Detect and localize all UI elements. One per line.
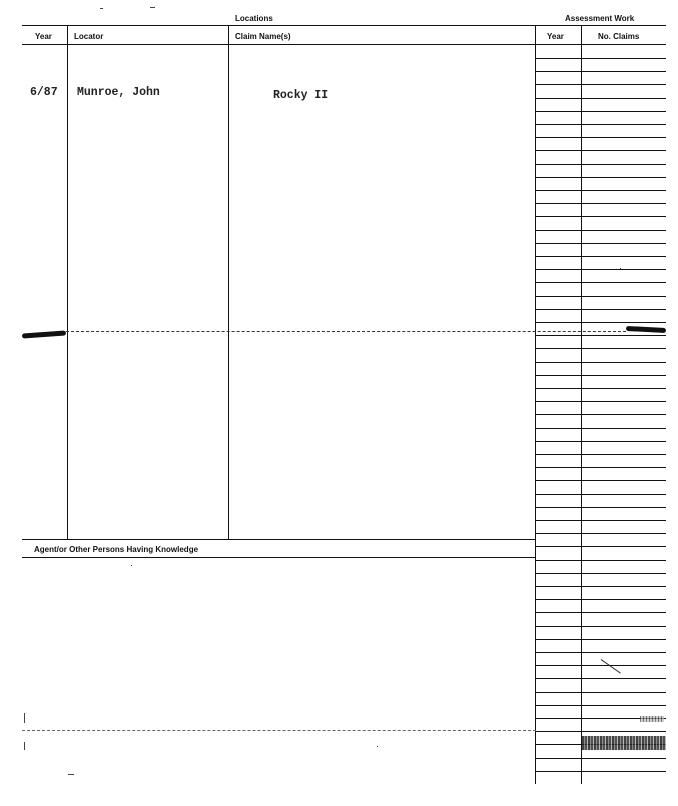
section-assessment-label: Assessment Work <box>565 14 635 23</box>
speck <box>100 8 103 9</box>
assessment-row-line <box>535 771 666 772</box>
assessment-row-line <box>535 758 666 759</box>
assessment-row-line <box>535 507 666 508</box>
assessment-row-line <box>535 282 666 283</box>
assessment-row-line <box>535 150 666 151</box>
assessment-row-line <box>535 243 666 244</box>
scan-smudge <box>582 736 666 750</box>
assessment-row-line <box>535 124 666 125</box>
speck <box>131 565 132 566</box>
col-locator-header: Locator <box>74 32 104 41</box>
entry-claim-name: Rocky II <box>273 89 329 102</box>
assessment-row-line <box>535 454 666 455</box>
fold-line <box>66 331 626 332</box>
entry-locator: Munroe, John <box>77 86 160 99</box>
speck <box>620 268 621 269</box>
assessment-row-line <box>535 362 666 363</box>
assessment-row-line <box>535 375 666 376</box>
assessment-row-line <box>535 269 666 270</box>
assessment-row-line <box>535 388 666 389</box>
assessment-row-line <box>535 586 666 587</box>
assessment-row-line <box>535 71 666 72</box>
divider-year-locator <box>67 25 68 539</box>
assessment-row-line <box>535 137 666 138</box>
col-claim-names-header: Claim Name(s) <box>235 32 291 41</box>
assessment-row-line <box>535 573 666 574</box>
assessment-row-line <box>535 84 666 85</box>
fold-mark-left <box>22 330 66 338</box>
assessment-row-line <box>535 348 666 349</box>
assessment-row-line <box>535 296 666 297</box>
assessment-row-line <box>535 111 666 112</box>
assessment-row-line <box>535 560 666 561</box>
assessment-row-line <box>535 216 666 217</box>
agent-section-bottom-rule <box>22 557 536 558</box>
entry-year: 6/87 <box>30 86 58 99</box>
assessment-row-line <box>535 494 666 495</box>
assessment-row-line <box>535 626 666 627</box>
assessment-row-line <box>535 58 666 59</box>
assessment-row-line <box>535 98 666 99</box>
assessment-row-line <box>535 678 666 679</box>
assessment-row-line <box>535 533 666 534</box>
scan-smudge-small <box>640 716 664 722</box>
assessment-row-line <box>535 692 666 693</box>
assessment-row-line <box>535 546 666 547</box>
assessment-row-line <box>535 190 666 191</box>
assessment-row-line <box>535 467 666 468</box>
assessment-row-line <box>535 322 666 323</box>
divider-claims-assessment <box>535 25 536 784</box>
assessment-row-line <box>535 612 666 613</box>
divider-locator-claims <box>228 25 229 539</box>
header-top-rule <box>22 25 666 26</box>
pen-stroke <box>601 659 621 674</box>
assessment-row-line <box>535 335 666 336</box>
col-aw-claims-header: No. Claims <box>598 32 640 41</box>
assessment-row-line <box>535 520 666 521</box>
assessment-row-line <box>535 705 666 706</box>
section-locations-label: Locations <box>235 14 273 23</box>
assessment-row-line <box>535 599 666 600</box>
speck <box>150 7 155 8</box>
speck <box>24 742 25 750</box>
assessment-row-line <box>535 401 666 402</box>
assessment-row-line <box>535 309 666 310</box>
fold-mark-right <box>626 326 666 333</box>
lower-scan-line <box>22 730 536 731</box>
assessment-row-line <box>535 652 666 653</box>
agent-section-label: Agent/or Other Persons Having Knowledge <box>34 545 199 554</box>
assessment-row-line <box>535 441 666 442</box>
assessment-row-line <box>535 203 666 204</box>
header-bottom-rule <box>22 44 666 45</box>
assessment-row-line <box>535 414 666 415</box>
speck <box>24 713 25 723</box>
assessment-row-line <box>535 665 666 666</box>
assessment-row-line <box>535 428 666 429</box>
col-year-header: Year <box>35 32 52 41</box>
assessment-row-line <box>535 177 666 178</box>
assessment-row-line <box>535 731 666 732</box>
assessment-row-line <box>535 256 666 257</box>
assessment-row-line <box>535 164 666 165</box>
assessment-row-line <box>535 230 666 231</box>
assessment-row-line <box>535 639 666 640</box>
speck <box>68 774 74 775</box>
assessment-row-line <box>535 480 666 481</box>
divider-aw-year-claims <box>581 25 582 784</box>
col-aw-year-header: Year <box>547 32 564 41</box>
speck <box>377 746 378 747</box>
agent-section-top-rule <box>22 539 536 540</box>
